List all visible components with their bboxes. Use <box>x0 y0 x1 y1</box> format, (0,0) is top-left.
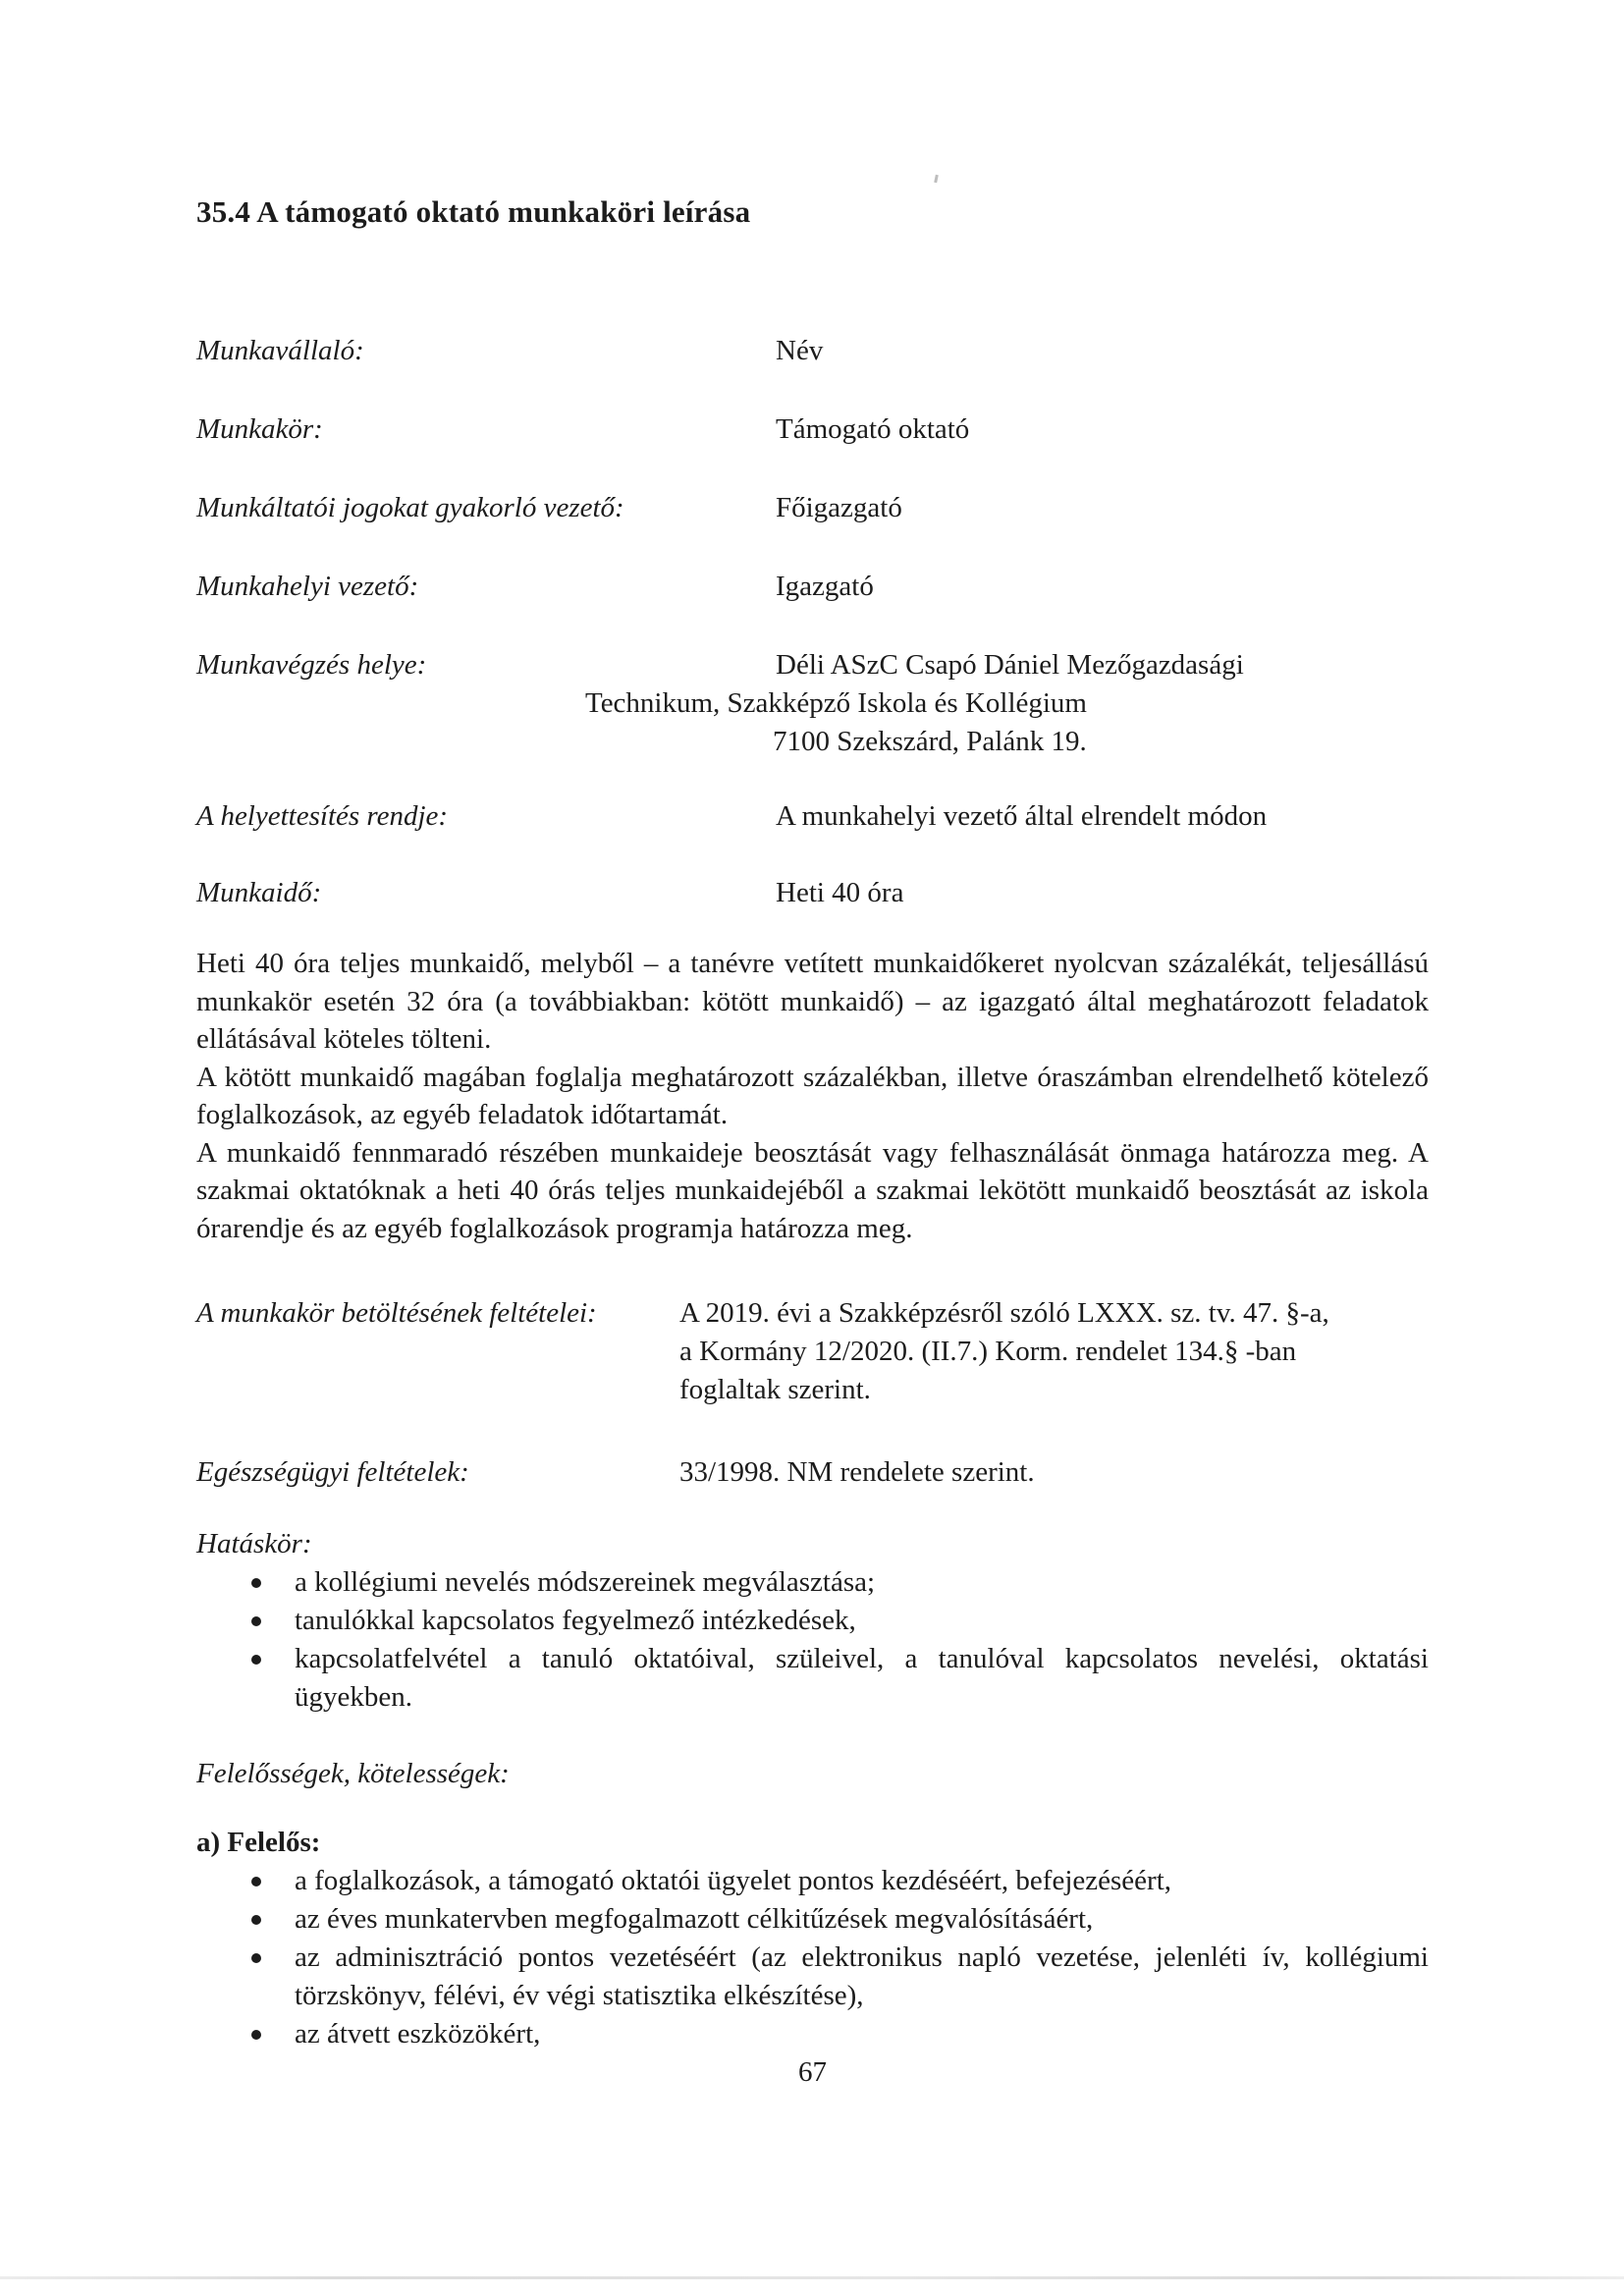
paragraph: A kötött munkaidő magában foglalja meghatározott százalékban, illetve óraszámban elrendelhető kötelező foglalkozások, az egyéb feladatok időtartamát. <box>196 1061 1429 1130</box>
field-row-munkaido <box>196 874 1429 912</box>
workplace-line-3: 7100 Szekszárd, Palánk 19. <box>773 726 1087 757</box>
field-row-munkahelyi <box>196 568 1429 606</box>
field-value: Főigazgató <box>776 492 902 523</box>
field-label: Egészségügyi feltételek: <box>196 1456 469 1488</box>
page-content <box>196 191 1429 2092</box>
field-label: Munkahelyi vezető: <box>196 571 419 602</box>
field-row-egeszsegugyi <box>196 1453 1429 1492</box>
field-label: Munkavégzés helye: <box>196 649 427 681</box>
field-row-helyettesites <box>196 797 1429 836</box>
hataskor-list <box>196 1563 1429 1717</box>
felelos-list <box>196 1862 1429 2053</box>
field-label: Munkakör: <box>196 413 323 445</box>
feltetelei-line-3: foglaltak szerint. <box>679 1374 871 1405</box>
field-value: Név <box>776 335 824 366</box>
feltetelei-line-2: a Kormány 12/2020. (II.7.) Korm. rendelet 134.§ -ban <box>679 1336 1297 1367</box>
bullet-item: az átvett eszközökért, <box>295 2015 1429 2053</box>
field-value <box>679 1294 1429 1409</box>
bullet-item: a kollégiumi nevelés módszereinek megválasztása; <box>295 1563 1429 1602</box>
workplace-line-2: Technikum, Szakképző Iskola és Kollégium <box>585 687 1087 719</box>
bullet-item: tanulókkal kapcsolatos fegyelmező intézkedések, <box>295 1602 1429 1640</box>
field-value: 33/1998. NM rendelete szerint. <box>679 1456 1035 1488</box>
field-row-munkakor <box>196 410 1429 449</box>
bullet-item: az adminisztráció pontos vezetéséért (az elektronikus napló vezetése, jelenléti ív, kollégiumi törzskönyv, félévi, év végi statisztika elkészítése), <box>295 1939 1429 2015</box>
page-number: 67 <box>798 2056 827 2088</box>
field-row-feltetelei <box>196 1294 1429 1409</box>
section-heading-hataskor: Hatáskör: <box>196 1528 312 1559</box>
field-value: A munkahelyi vezető által elrendelt módon <box>776 800 1268 832</box>
page-title: 35.4 A támogató oktató munkaköri leírása <box>196 194 751 229</box>
section-heading-felelossegek: Felelősségek, kötelességek: <box>196 1758 510 1789</box>
field-label: A helyettesítés rendje: <box>196 800 449 832</box>
field-value: Támogató oktató <box>776 413 970 445</box>
paragraph: A munkaidő fennmaradó részében munkaideje beosztását vagy felhasználását önmaga határozza meg. A szakmai oktatóknak a heti 40 órás teljes munkaidejéből a szakmai lekötött munkaidő beosztását az iskola órarendje és az egyéb foglalkozások programja határozza meg. <box>196 1136 1429 1244</box>
workplace-line-1: Déli ASzC Csapó Dániel Mezőgazdasági <box>776 649 1244 681</box>
worktime-paragraphs <box>196 945 1429 1247</box>
field-row-munkavallalo <box>196 332 1429 370</box>
field-label: Munkaidő: <box>196 877 322 908</box>
bullet-item: a foglalkozások, a támogató oktatói ügyelet pontos kezdéséért, befejezéséért, <box>295 1862 1429 1900</box>
feltetelei-line-1: A 2019. évi a Szakképzésről szóló LXXX. sz. tv. 47. §-a, <box>679 1297 1329 1329</box>
field-label: A munkakör betöltésének feltételei: <box>196 1297 597 1329</box>
paragraph: Heti 40 óra teljes munkaidő, melyből – a tanévre vetített munkaidőkeret nyolcvan százalékát, teljesállású munkakör esetén 32 óra (a továbbiakban: kötött munkaidő) – az igazgató által meghatározott feladatok ellátásával köteles tölteni. <box>196 948 1429 1055</box>
field-row-munkaltatoi <box>196 489 1429 527</box>
field-label: Munkavállaló: <box>196 335 364 366</box>
bullet-item: kapcsolatfelvétel a tanuló oktatóival, szüleivel, a tanulóval kapcsolatos nevelési, oktatási ügyekben. <box>295 1640 1429 1717</box>
bullet-item: az éves munkatervben megfogalmazott célkitűzések megvalósításáért, <box>295 1900 1429 1939</box>
page-bottom-scan-line <box>0 2276 1624 2279</box>
field-value: Heti 40 óra <box>776 877 904 908</box>
sub-heading-felelos: a) Felelős: <box>196 1827 321 1858</box>
field-value: Igazgató <box>776 571 874 602</box>
field-label: Munkáltatói jogokat gyakorló vezető: <box>196 492 624 523</box>
scan-speck <box>934 175 939 183</box>
field-row-munkavegzes <box>196 646 1429 761</box>
